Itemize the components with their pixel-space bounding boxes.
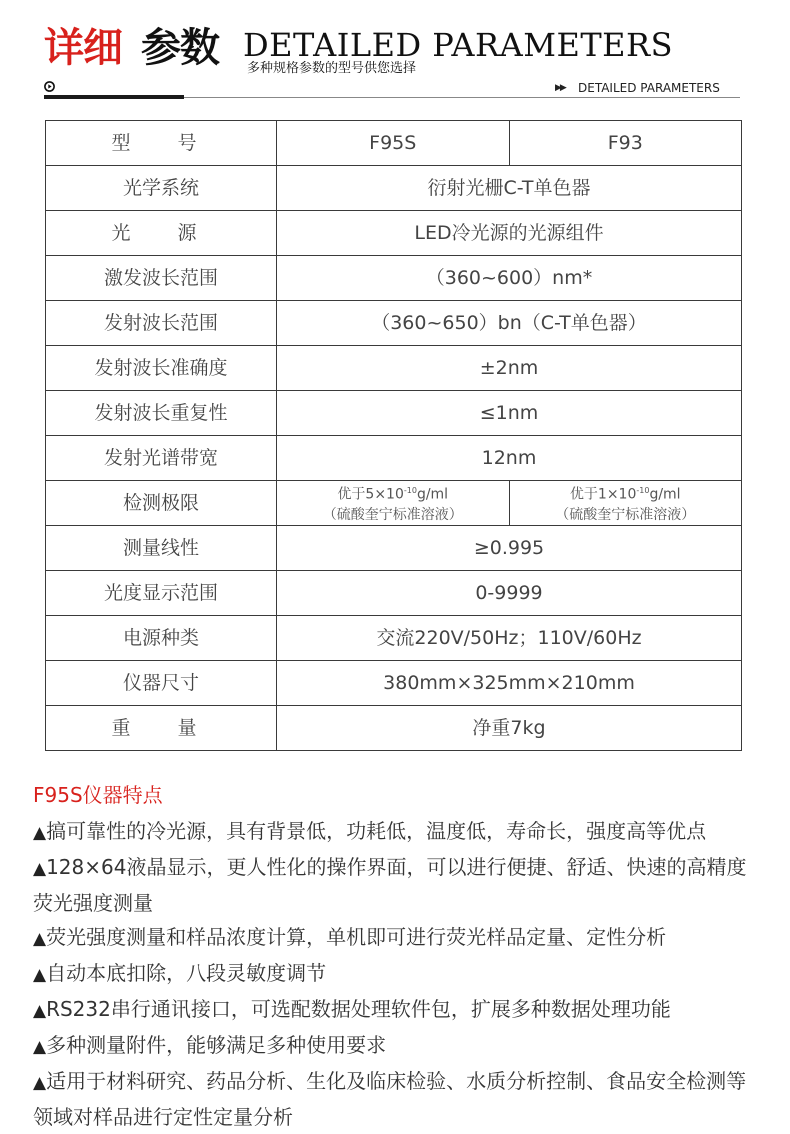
feature-text: 128×64液晶显示，更人性化的操作界面，可以进行便捷、舒适、快速的高精度荧光强度测量 — [33, 855, 747, 915]
cell-detection-f95s — [277, 481, 510, 526]
cell-value: 净重7kg — [277, 706, 742, 751]
feature-item — [33, 850, 763, 920]
cell-label — [46, 121, 277, 166]
feature-text: 荧光强度测量和样品浓度计算，单机即可进行荧光样品定量、定性分析 — [46, 925, 667, 949]
cell-value: 380mm×325mm×210mm — [277, 661, 742, 706]
cell-value: 0-9999 — [277, 571, 742, 616]
cell-value: 12nm — [277, 436, 742, 481]
play-circle-icon — [44, 81, 55, 92]
features-list — [33, 814, 763, 1134]
title-english: DETAILED PARAMETERS — [243, 26, 674, 64]
label-light-source: 光 源 — [111, 222, 211, 244]
table-row — [46, 256, 742, 301]
table-row — [46, 436, 742, 481]
feature-text: RS232串行通讯接口，可选配数据处理软件包，扩展多种数据处理功能 — [46, 997, 671, 1021]
triangle-bullet-icon: ▲ — [33, 929, 47, 949]
table-row-model — [46, 121, 742, 166]
detection-f93-exp: -10 — [636, 486, 650, 496]
cell-label: 发射波长准确度 — [46, 346, 277, 391]
table-row — [46, 346, 742, 391]
header-rule-thin — [184, 97, 740, 98]
detection-f93-unit: g/ml — [649, 486, 681, 503]
detection-f95s-pre: 优于5×10 — [337, 486, 404, 503]
title-red: 详细 — [44, 25, 122, 71]
title-black: 参数 — [141, 25, 219, 71]
table-row — [46, 301, 742, 346]
feature-item — [33, 992, 763, 1028]
table-row-detection — [46, 481, 742, 526]
feature-item — [33, 1028, 763, 1064]
cell-value: 衍射光栅C-T单色器 — [277, 166, 742, 211]
header-rule-thick — [44, 95, 184, 99]
table-row — [46, 166, 742, 211]
table-row — [46, 391, 742, 436]
triangle-bullet-icon: ▲ — [33, 1001, 47, 1021]
cell-label: 发射波长范围 — [46, 301, 277, 346]
spec-table — [45, 120, 742, 751]
label-weight: 重 量 — [111, 717, 211, 739]
cell-label: 发射波长重复性 — [46, 391, 277, 436]
label-model: 型 号 — [111, 132, 211, 154]
cell-model-f93: F93 — [509, 121, 742, 166]
detection-f95s-note: （硫酸奎宁标准溶液） — [322, 506, 463, 523]
features-title: F95S仪器特点 — [33, 783, 163, 807]
subtitle: 多种规格参数的型号供您选择 — [247, 61, 417, 76]
feature-text: 自动本底扣除，八段灵敏度调节 — [46, 961, 327, 985]
cell-label: 光度显示范围 — [46, 571, 277, 616]
feature-text: 搞可靠性的冷光源，具有背景低，功耗低，温度低，寿命长，强度高等优点 — [46, 819, 707, 843]
cell-label: 光学系统 — [46, 166, 277, 211]
cell-label: 电源种类 — [46, 616, 277, 661]
cell-label: 仪器尺寸 — [46, 661, 277, 706]
triangle-bullet-icon: ▲ — [33, 965, 47, 985]
detection-f93-pre: 优于1×10 — [569, 486, 637, 503]
cell-label — [46, 211, 277, 256]
cell-value: LED冷光源的光源组件 — [277, 211, 742, 256]
cell-label: 测量线性 — [46, 526, 277, 571]
triangle-bullet-icon: ▲ — [33, 859, 47, 879]
cell-label: 发射光谱带宽 — [46, 436, 277, 481]
triangle-bullet-icon: ▲ — [33, 823, 47, 843]
detection-f93-limit — [510, 481, 742, 505]
cell-value: ≥0.995 — [277, 526, 742, 571]
double-arrow-icon: ▶▶ — [555, 83, 565, 93]
cell-detection-f93 — [509, 481, 742, 526]
cell-label: 检测极限 — [46, 481, 277, 526]
cell-model-f95s: F95S — [277, 121, 510, 166]
cell-value: 交流220V/50Hz；110V/60Hz — [277, 616, 742, 661]
header-tag: DETAILED PARAMETERS — [578, 81, 720, 95]
detection-f95s-limit — [277, 481, 509, 505]
table-row — [46, 211, 742, 256]
cell-value: （360~600）nm* — [277, 256, 742, 301]
feature-item — [33, 1064, 763, 1134]
cell-label — [46, 706, 277, 751]
triangle-bullet-icon: ▲ — [33, 1073, 47, 1093]
cell-value: ≤1nm — [277, 391, 742, 436]
cell-value: （360~650）bn（C-T单色器） — [277, 301, 742, 346]
detection-f93-note: （硫酸奎宁标准溶液） — [555, 506, 696, 523]
feature-text: 多种测量附件，能够满足多种使用要求 — [46, 1033, 387, 1057]
feature-item — [33, 814, 763, 850]
header — [0, 0, 790, 100]
cell-value: ±2nm — [277, 346, 742, 391]
feature-text: 适用于材料研究、药品分析、生化及临床检验、水质分析控制、食品安全检测等领域对样品进行定性定量分析 — [33, 1069, 747, 1129]
table-row — [46, 706, 742, 751]
cell-label: 激发波长范围 — [46, 256, 277, 301]
table-row — [46, 616, 742, 661]
detection-f95s-unit: g/ml — [416, 486, 449, 503]
triangle-bullet-icon: ▲ — [33, 1037, 47, 1057]
feature-item — [33, 920, 763, 956]
table-row — [46, 661, 742, 706]
table-row — [46, 571, 742, 616]
feature-item — [33, 956, 763, 992]
table-row — [46, 526, 742, 571]
detection-f95s-exp: -10 — [403, 486, 417, 496]
